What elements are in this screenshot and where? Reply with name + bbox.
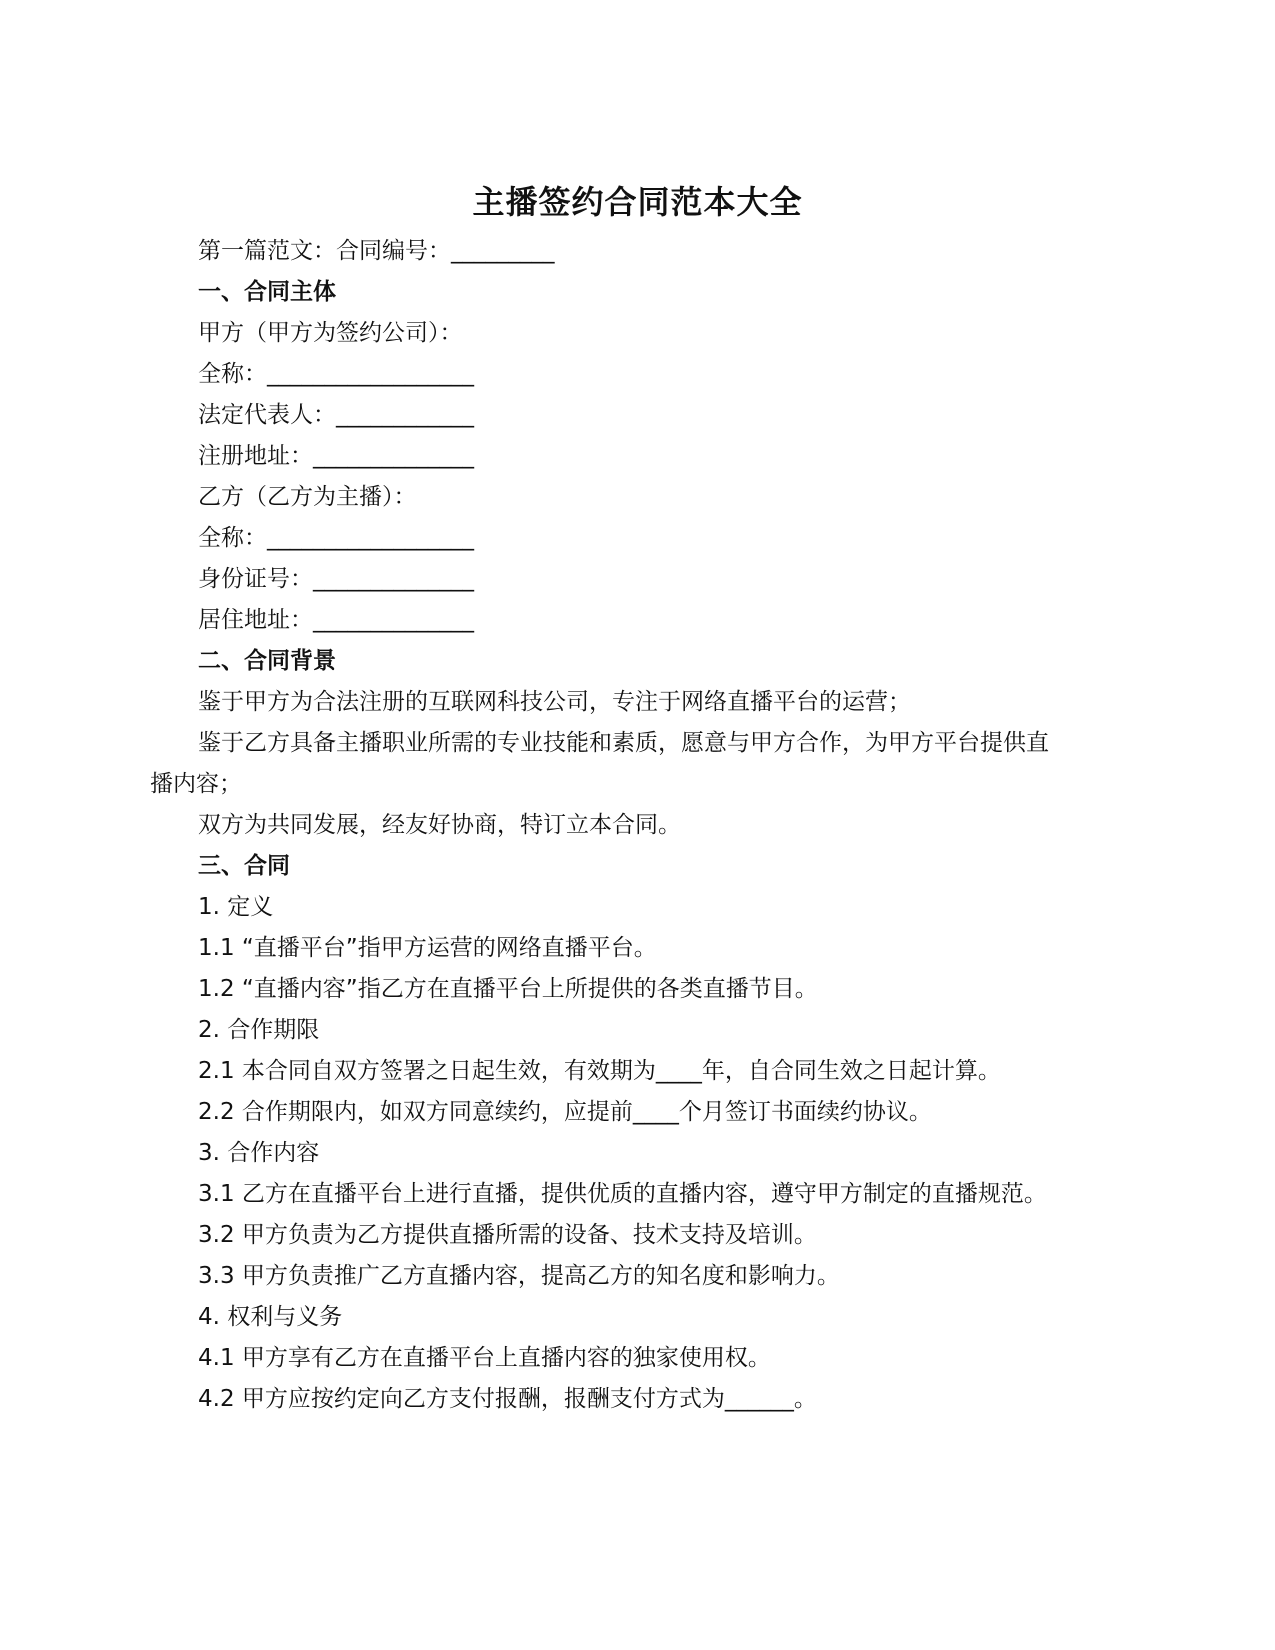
clause: 3.3 甲方负责推广乙方直播内容，提高乙方的知名度和影响力。 — [198, 1263, 840, 1289]
paragraph-continuation: 播内容； — [150, 771, 242, 797]
contract-number-line: 第一篇范文：合同编号：_________ — [198, 238, 555, 264]
party-b-address-field: 居住地址：______________ — [198, 607, 474, 633]
clause: 2.2 合作期限内，如双方同意续约，应提前____个月签订书面续约协议。 — [198, 1099, 932, 1125]
clause-heading: 1. 定义 — [198, 894, 274, 920]
section-heading: 一、合同主体 — [198, 279, 336, 305]
party-a-address-field: 注册地址：______________ — [198, 443, 474, 469]
party-a-name-field: 全称：__________________ — [198, 361, 474, 387]
paragraph: 鉴于甲方为合法注册的互联网科技公司，专注于网络直播平台的运营； — [198, 689, 911, 715]
clause: 3.1 乙方在直播平台上进行直播，提供优质的直播内容，遵守甲方制定的直播规范。 — [198, 1181, 1047, 1207]
section-heading: 三、合同 — [198, 853, 290, 879]
clause: 2.1 本合同自双方签署之日起生效，有效期为____年，自合同生效之日起计算。 — [198, 1058, 1001, 1084]
document-title: 主播签约合同范本大全 — [472, 183, 803, 221]
party-a-representative-field: 法定代表人：____________ — [198, 402, 474, 428]
party-b-heading: 乙方（乙方为主播）： — [198, 484, 417, 510]
clause: 4.2 甲方应按约定向乙方支付报酬，报酬支付方式为______。 — [198, 1386, 817, 1412]
clause: 4.1 甲方享有乙方在直播平台上直播内容的独家使用权。 — [198, 1345, 771, 1371]
clause-heading: 4. 权利与义务 — [198, 1304, 343, 1330]
clause: 1.1 “直播平台”指甲方运营的网络直播平台。 — [198, 935, 657, 961]
section-heading: 二、合同背景 — [198, 648, 336, 674]
party-b-name-field: 全称：__________________ — [198, 525, 474, 551]
party-b-id-field: 身份证号：______________ — [198, 566, 474, 592]
party-a-heading: 甲方（甲方为签约公司）： — [198, 320, 463, 346]
clause-heading: 3. 合作内容 — [198, 1140, 320, 1166]
clause: 1.2 “直播内容”指乙方在直播平台上所提供的各类直播节目。 — [198, 976, 818, 1002]
clause: 3.2 甲方负责为乙方提供直播所需的设备、技术支持及培训。 — [198, 1222, 817, 1248]
clause-heading: 2. 合作期限 — [198, 1017, 320, 1043]
paragraph: 双方为共同发展，经友好协商，特订立本合同。 — [198, 812, 681, 838]
paragraph: 鉴于乙方具备主播职业所需的专业技能和素质，愿意与甲方合作，为甲方平台提供直 — [198, 730, 1049, 756]
